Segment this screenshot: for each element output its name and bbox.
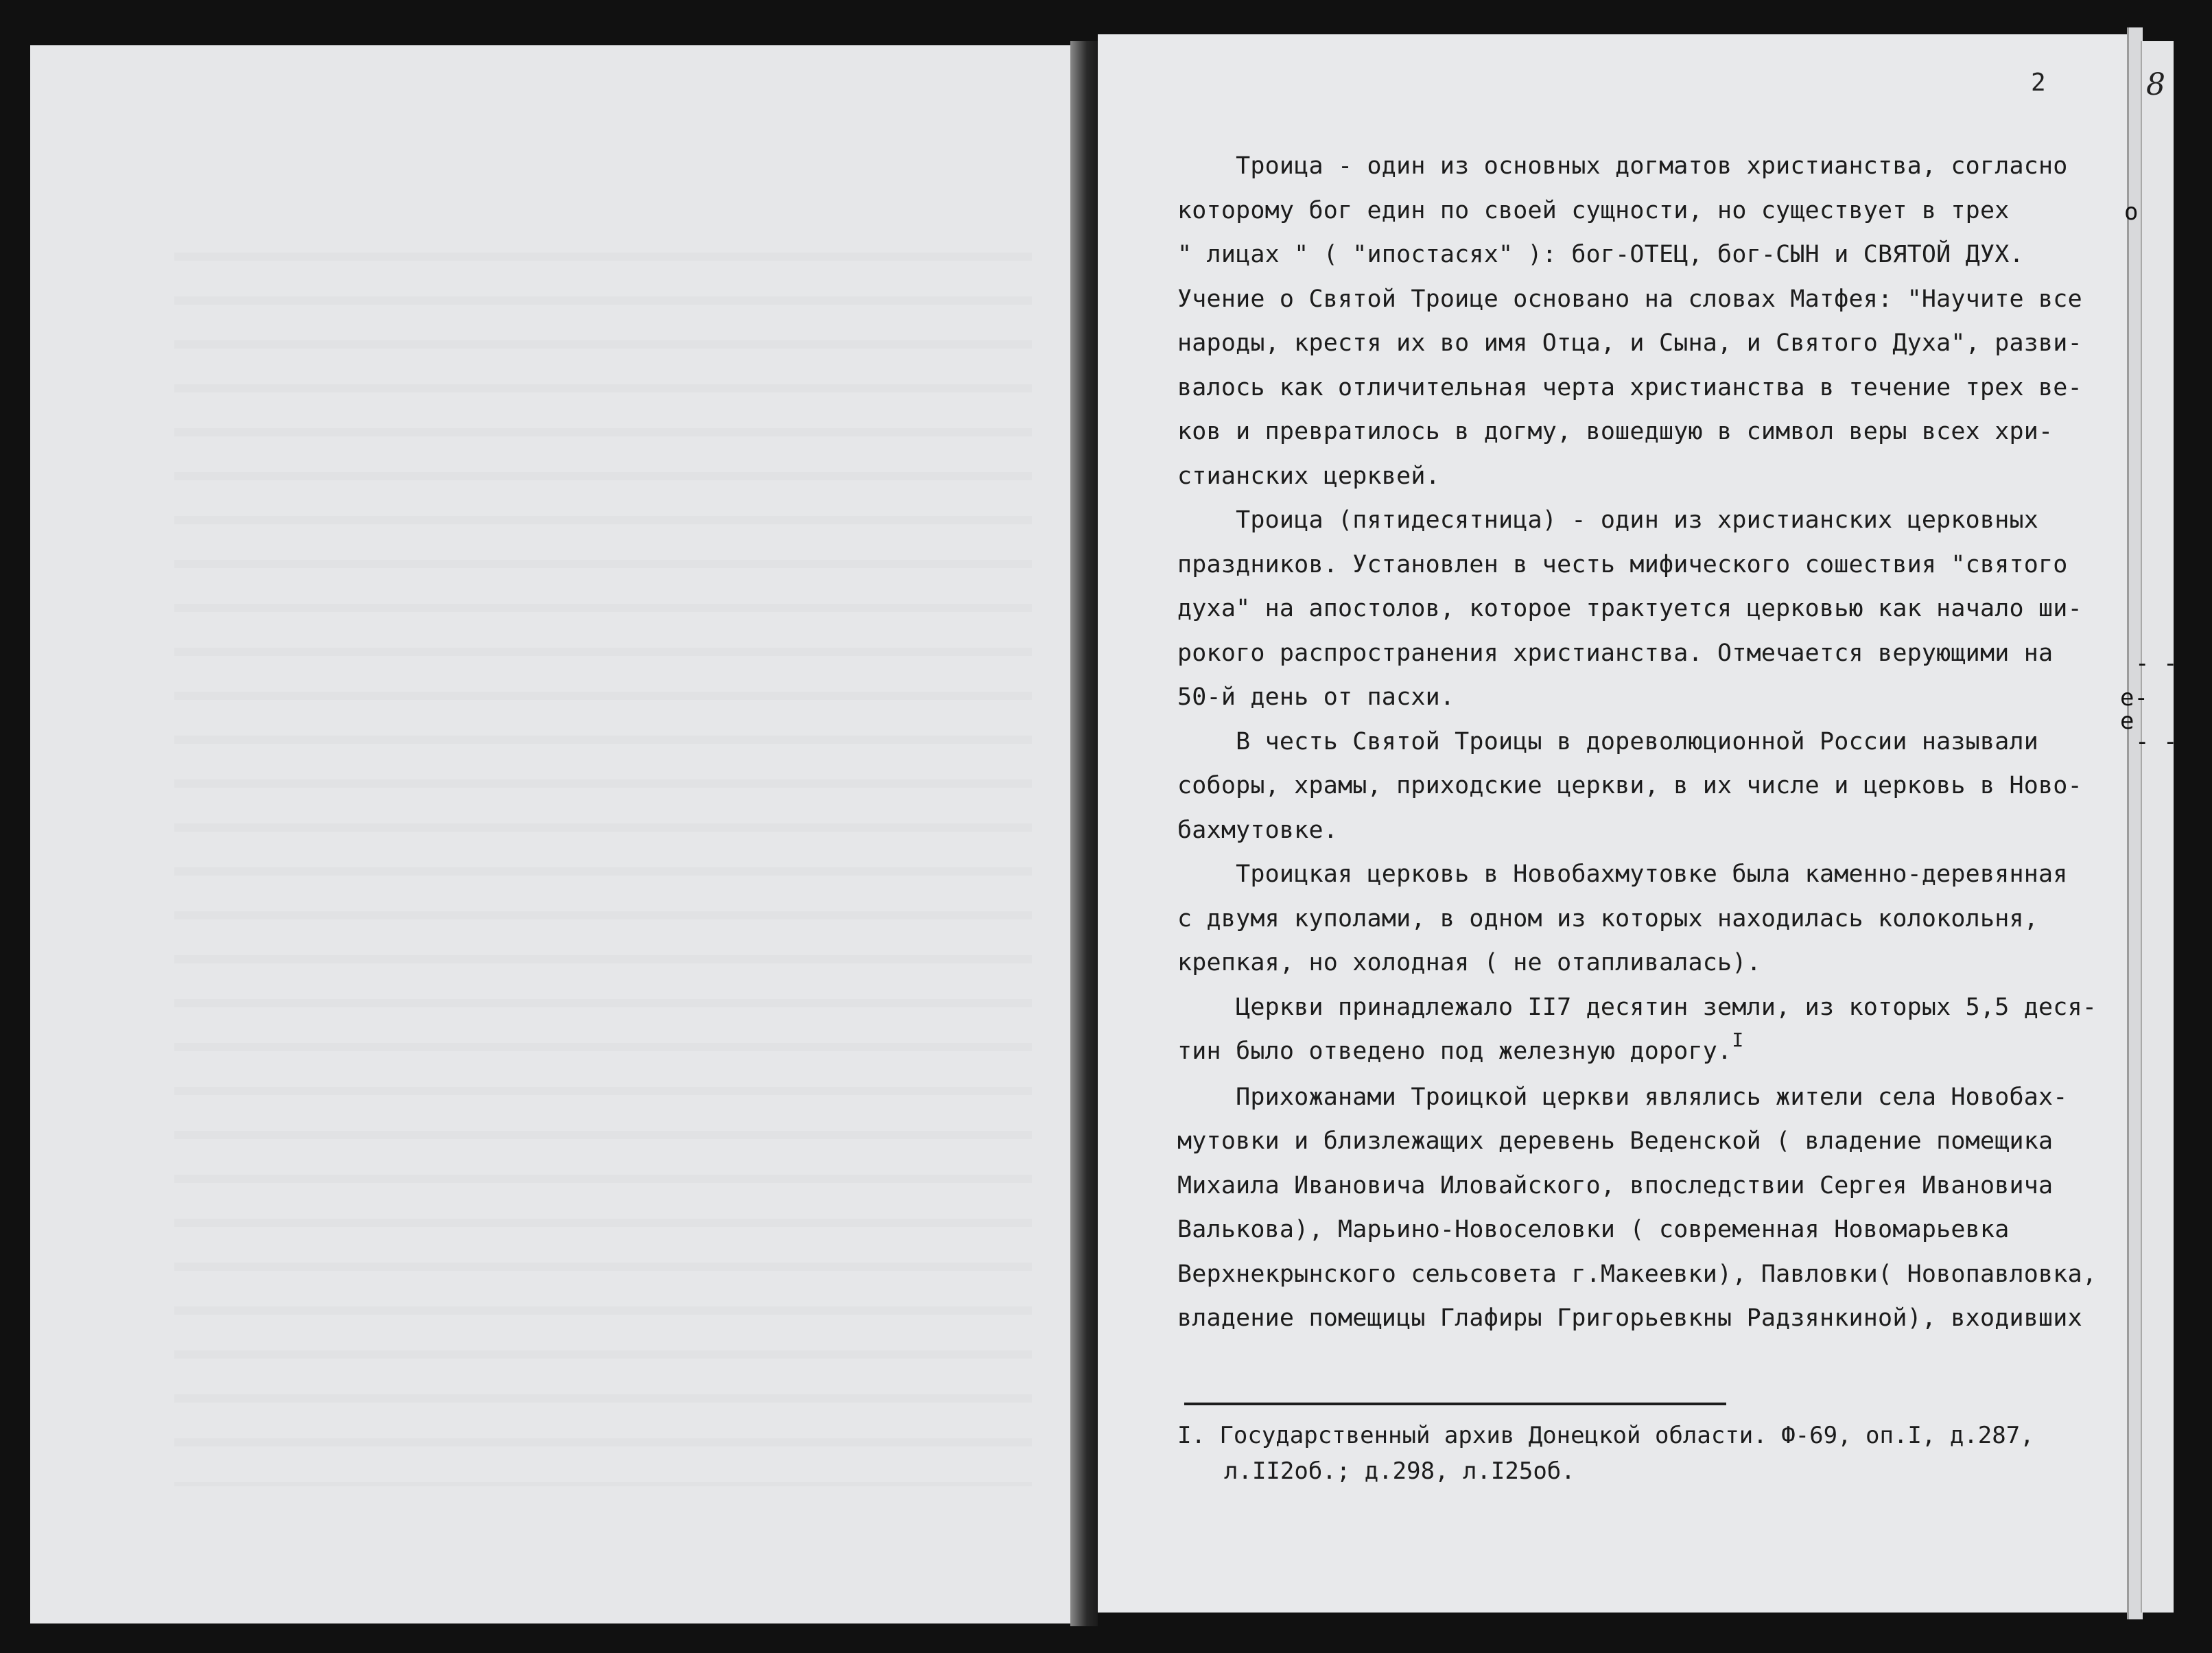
next-page-edge bbox=[2141, 41, 2174, 1613]
text-line: Валькова), Марьино-Новоселовки ( современная Новомарьевка bbox=[1177, 1216, 2010, 1243]
text-line-content: тин было отведено под железную дорогу. bbox=[1177, 1037, 1732, 1065]
text-line: народы, крестя их во имя Отца, и Сына, и Святого Духа", разви- bbox=[1177, 329, 2082, 357]
left-blank-page bbox=[30, 45, 1070, 1623]
edge-fragment: о bbox=[2124, 198, 2139, 226]
edge-fragment: е- bbox=[2120, 684, 2148, 712]
footnote-line: I. Государственный архив Донецкой области. Ф-69, оп.I, д.287, bbox=[1177, 1422, 2034, 1449]
footnote-reference: I bbox=[1732, 1029, 1744, 1051]
edge-fragment: е bbox=[2120, 707, 2134, 735]
book-gutter bbox=[1070, 41, 1098, 1626]
paragraph-churches-named bbox=[1177, 720, 2090, 853]
text-line: рокого распространения христианства. Отмечается верующими на bbox=[1177, 639, 2054, 667]
text-line: В честь Святой Троицы в дореволюционной России называли bbox=[1177, 727, 2039, 755]
text-line: праздников. Установлен в честь мифического сошествия "святого bbox=[1177, 550, 2068, 578]
text-line: которому бог един по своей сущности, но существует в трех bbox=[1177, 196, 2010, 224]
text-line: бахмутовке. bbox=[1177, 816, 1338, 844]
footnote-divider bbox=[1184, 1403, 1726, 1405]
text-line: 50-й день от пасхи. bbox=[1177, 683, 1455, 711]
text-line: валось как отличительная черта христианства в течение трех ве- bbox=[1177, 373, 2082, 401]
paragraph-trinity-dogma bbox=[1177, 144, 2090, 498]
text-line: духа" на апостолов, которое трактуется церковью как начало ши- bbox=[1177, 595, 2082, 622]
text-line: Прихожанами Троицкой церкви являлись жители села Новобах- bbox=[1177, 1083, 2068, 1111]
text-line: Троица - один из основных догматов христианства, согласно bbox=[1177, 152, 2068, 180]
paragraph-pentecost bbox=[1177, 498, 2090, 720]
text-line: Церкви принадлежало II7 десятин земли, из которых 5,5 деся- bbox=[1177, 993, 2097, 1021]
paragraph-church-land bbox=[1177, 985, 2097, 1075]
footnote-line: л.II2об.; д.298, л.I25об. bbox=[1224, 1457, 1575, 1485]
edge-fragment: - - bbox=[2135, 728, 2178, 755]
paragraph-parishioners bbox=[1177, 1075, 2097, 1341]
text-line: крепкая, но холодная ( не отапливалась). bbox=[1177, 949, 1761, 976]
text-line: владение помещицы Глафиры Григорьевкны Радзянкиной), входивших bbox=[1177, 1304, 2082, 1332]
footnote bbox=[1177, 1418, 2090, 1489]
text-line: стианских церквей. bbox=[1177, 462, 1440, 490]
archive-sheet-number: 8 bbox=[2146, 67, 2165, 102]
text-line: мутовки и близлежащих деревень Веденской ( владение помещика bbox=[1177, 1127, 2054, 1155]
text-line: с двумя куполами, в одном из которых находилась колокольня, bbox=[1177, 904, 2039, 933]
text-line: соборы, храмы, приходские церкви, в их числе и церковь в Ново- bbox=[1177, 772, 2082, 799]
page-number: 2 bbox=[2031, 69, 2046, 97]
text-line: " лицах " ( "ипостасях" ): бог-ОТЕЦ, бог-СЫН и СВЯТОЙ ДУХ. bbox=[1177, 241, 2024, 268]
text-line: Учение о Святой Троице основано на словах Матфея: "Научите все bbox=[1177, 285, 2082, 313]
text-line: Верхнекрынского сельсовета г.Макеевки), Павловки( Новопавловка, bbox=[1177, 1260, 2097, 1288]
body-text bbox=[1177, 144, 2097, 1341]
paragraph-church-description bbox=[1177, 852, 2090, 985]
text-line: Троицкая церковь в Новобахмутовке была каменно-деревянная bbox=[1177, 860, 2068, 888]
text-line: ков и превратилось в догму, вошедшую в символ веры всех хри- bbox=[1177, 418, 2054, 445]
text-line: Троица (пятидесятница) - один из христианских церковных bbox=[1177, 506, 2039, 534]
bleed-through-texture bbox=[174, 217, 1032, 1486]
text-line bbox=[1177, 1029, 2090, 1075]
text-line: Михаила Ивановича Иловайского, впоследствии Сергея Ивановича bbox=[1177, 1171, 2054, 1199]
edge-fragment: - - bbox=[2135, 650, 2178, 677]
